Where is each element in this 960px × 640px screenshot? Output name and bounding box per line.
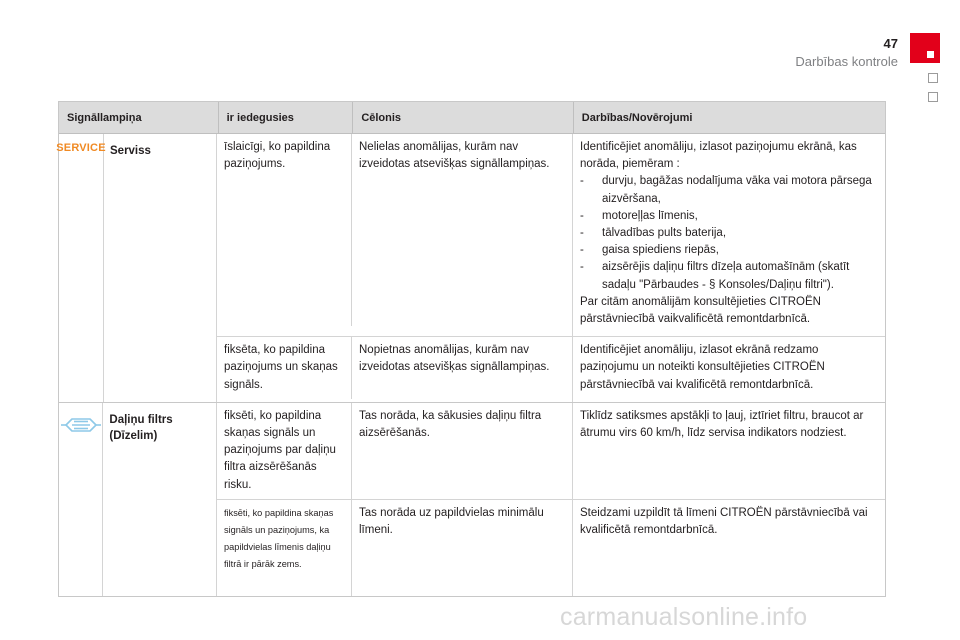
cause-cell: Nelielas anomālijas, kurām nav izveidotas atsevišķas signāllampiņas. <box>352 134 573 336</box>
particle-filter-lamp-name: Daļiņu filtrs (Dīzelim) <box>103 403 217 596</box>
particle-filter-icon <box>59 403 103 596</box>
list-item: - tālvadības pults baterija, <box>580 227 727 240</box>
page-number: 47 <box>883 36 898 51</box>
state-cell: fiksēti, ko papildina skaņas signāls un paziņojums, ka papildvielas līmenis daļiņu filtrā ir pārāk zems. <box>217 500 352 596</box>
table-header <box>59 102 885 134</box>
col-header-cause: Cēlonis <box>353 102 573 133</box>
action-cell: Steidzami uzpildīt tā līmeni CITROËN pārstāvniecībā vai kvalificētā remontdarbnīcā. <box>580 506 868 537</box>
table-row <box>217 337 885 402</box>
watermark: carmanualsonline.info <box>560 603 808 631</box>
action-outro: Par citām anomālijām konsultējieties CITROËN pārstāvniecībā vaikvalificētā remontdarbnīcā. <box>580 295 821 326</box>
list-item: - gaisa spiediens riepās, <box>580 244 719 257</box>
cause-cell: Nopietnas anomālijas, kurām nav izveidotas atsevišķas signāllampiņas. <box>352 337 573 402</box>
action-cell: Tiklīdz satiksmes apstākļi to ļauj, iztīriet filtru, braucot ar ātrumu virs 60 km/h, līdz servisa indikators nodziest. <box>580 409 864 440</box>
action-cell <box>573 134 885 336</box>
list-item: - motoreļļas līmenis, <box>580 209 698 222</box>
list-item: - aizsērējis daļiņu filtrs dīzeļa automašīnām (skatīt sadaļu "Pārbaudes - § Konsoles/Daļiņu filtri"). <box>580 261 850 291</box>
state-cell: fiksēta, ko papildina paziņojums un skaņas signāls. <box>217 337 352 399</box>
action-intro: Identificējiet anomāliju, izlasot paziņojumu ekrānā, kas norāda, piemēram : <box>580 141 857 171</box>
cause-cell: Tas norāda, ka sākusies daļiņu filtra aizsērēšanās. <box>352 403 573 499</box>
service-lamp-name: Serviss <box>104 134 217 402</box>
col-header-action: Darbības/Novērojumi <box>581 111 693 124</box>
section-title: Darbības kontrole <box>795 54 898 69</box>
particle-filter-group <box>59 403 885 596</box>
table-row <box>217 134 885 337</box>
state-cell: īslaicīgi, ko papildina paziņojums. <box>217 134 352 326</box>
state-cell: fiksēti, ko papildina skaņas signāls un paziņojums par daļiņu filtra aizsērēšanās risku. <box>217 403 352 499</box>
section-box-2 <box>928 92 938 102</box>
col-header-lamp: Signāllampiņa <box>59 102 219 133</box>
cause-cell: Tas norāda uz papildvielas minimālu līmeni. <box>352 500 573 596</box>
service-group <box>56 134 885 403</box>
section-box-1 <box>928 73 938 83</box>
section-marker <box>910 33 940 63</box>
table-row <box>217 500 885 596</box>
warning-lamp-table <box>58 101 886 597</box>
service-icon: SERVICE <box>59 134 104 402</box>
col-header-state: ir iedegusies <box>219 102 354 133</box>
action-cell: Identificējiet anomāliju, izlasot ekrānā redzamo paziņojumu un noteikti konsultējieties CITROËN pārstāvniecībā vai kvalificētā remontdarbnīcā. <box>580 344 825 391</box>
list-item: - durvju, bagāžas nodalījuma vāka vai motora pārsega aizvēršana, <box>580 175 872 205</box>
table-row <box>217 403 885 500</box>
